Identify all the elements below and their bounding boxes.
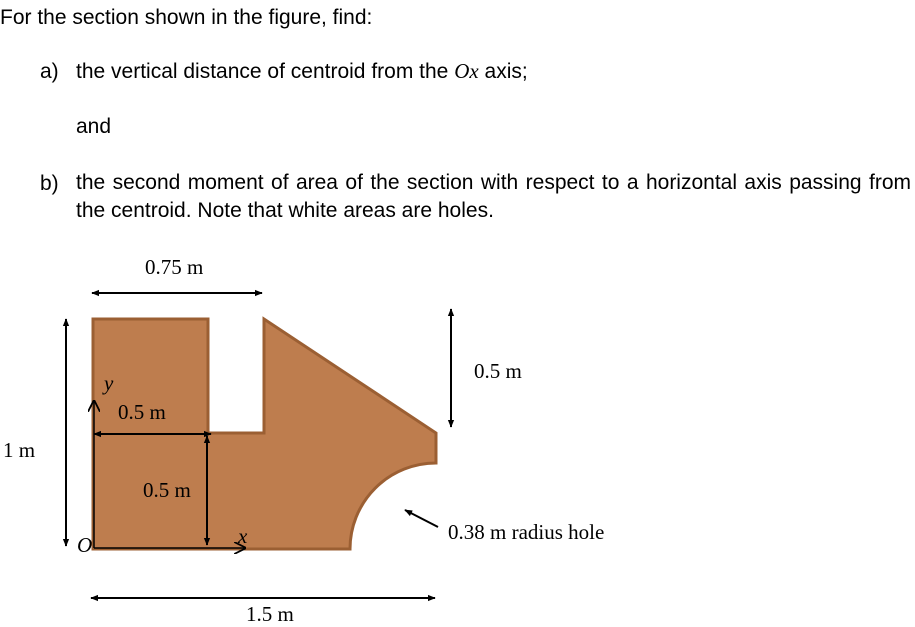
hole-pointer-arrow xyxy=(405,510,438,527)
y-axis-label: y xyxy=(104,371,114,395)
ox-axis-symbol: Ox xyxy=(454,59,479,83)
part-a-text: the vertical distance of centroid from the xyxy=(76,60,455,83)
inner-height-label: 0.5 m xyxy=(143,478,191,502)
problem-intro: For the section shown in the figure, find: xyxy=(0,6,373,29)
part-a-marker: a) xyxy=(40,60,59,83)
top-width-label: 0.75 m xyxy=(145,255,204,279)
x-axis-label: x xyxy=(238,524,248,548)
and-connector: and xyxy=(76,115,112,138)
part-b-question: the second moment of area of the section with respect to a horizontal axis passing from the centroid. Note that white areas are holes. xyxy=(76,171,911,222)
part-b-marker: b) xyxy=(40,172,59,195)
inner-width-label: 0.5 m xyxy=(118,400,166,424)
left-height-label: 1 m xyxy=(3,438,36,462)
right-height-label: 0.5 m xyxy=(474,359,522,383)
bottom-width-label: 1.5 m xyxy=(246,602,294,626)
part-a-end: axis; xyxy=(478,60,528,83)
origin-label: O xyxy=(77,533,93,557)
hole-label: 0.38 m radius hole xyxy=(448,520,605,544)
